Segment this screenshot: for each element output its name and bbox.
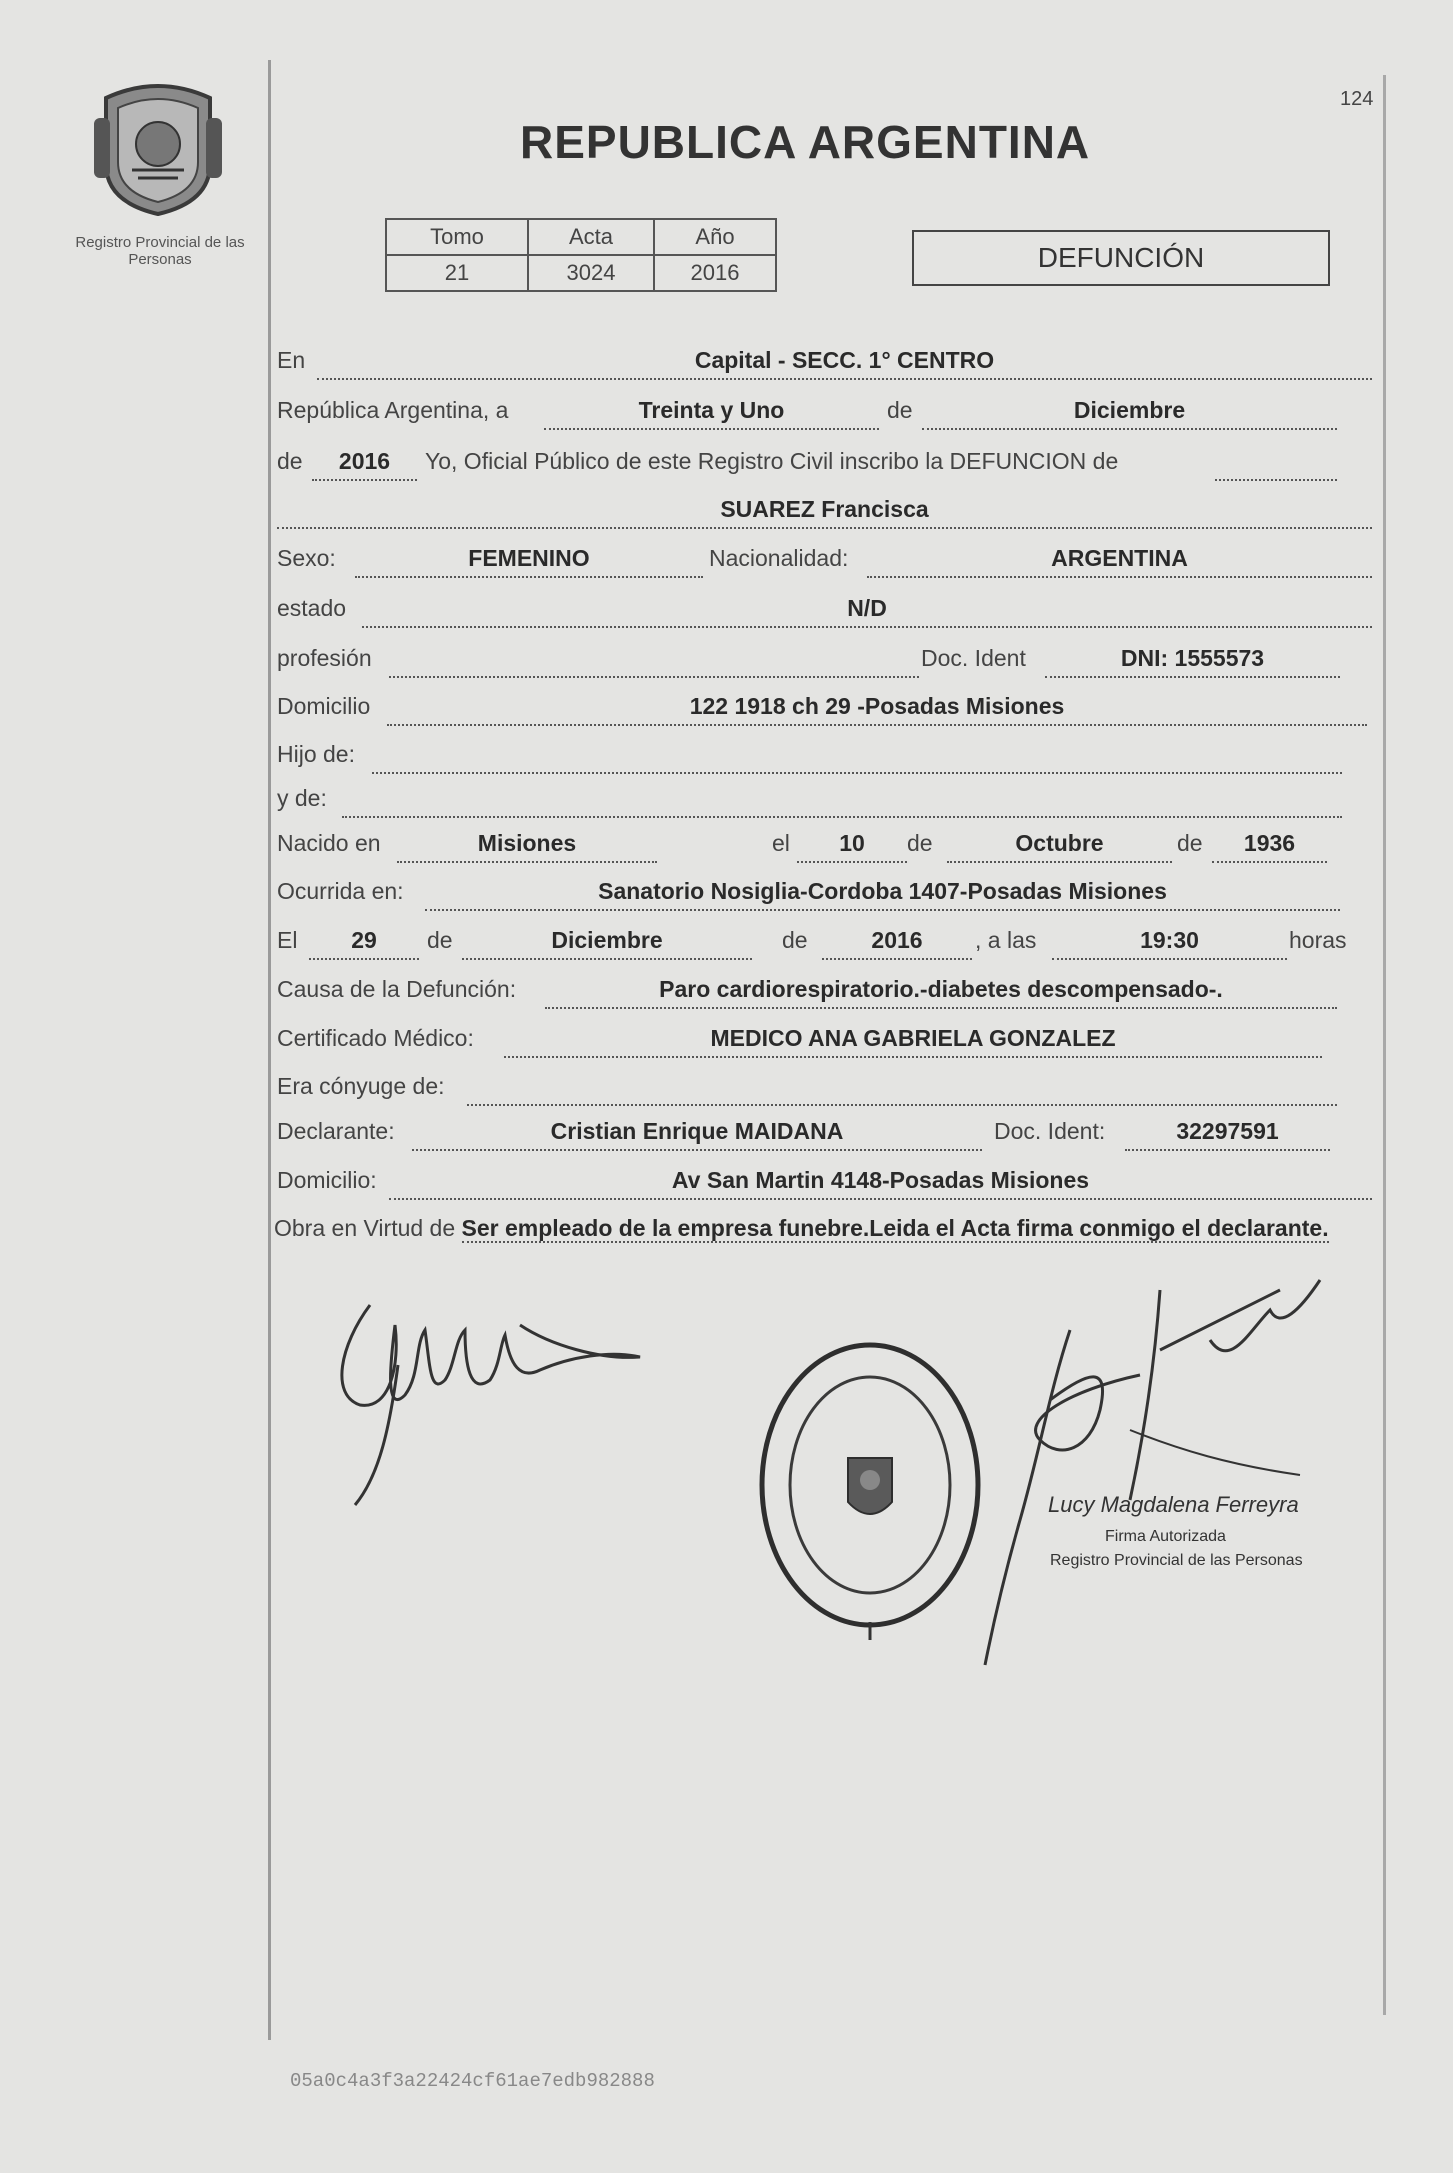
row-conyuge <box>277 1068 1377 1108</box>
obra-paragraph <box>274 1210 1356 1246</box>
official-signature <box>980 1270 1360 1670</box>
sexo-value: FEMENINO <box>468 545 590 571</box>
declarante-value: Cristian Enrique MAIDANA <box>550 1118 844 1144</box>
signatory-name: Lucy Magdalena Ferreyra <box>1048 1492 1299 1517</box>
day-words: Treinta y Uno <box>638 397 785 423</box>
row-sexo <box>277 540 1377 580</box>
horas-label: horas <box>1289 927 1347 953</box>
nacido-mes: Octubre <box>1015 830 1104 856</box>
left-margin-line <box>268 60 271 2040</box>
certificado-value: MEDICO ANA GABRIELA GONZALEZ <box>710 1025 1116 1051</box>
de-label-1: de <box>887 397 913 423</box>
tomo-header: Tomo <box>386 219 528 255</box>
row-yde <box>277 780 1377 820</box>
year-value: 2016 <box>338 448 391 474</box>
hijo-label: Hijo de: <box>277 741 355 767</box>
estado-value: N/D <box>847 595 887 621</box>
domicilio2-value: Av San Martin 4148-Posadas Misiones <box>671 1167 1090 1193</box>
sexo-label: Sexo: <box>277 545 336 571</box>
right-margin-line <box>1383 75 1386 2015</box>
en-value: Capital - SECC. 1° CENTRO <box>694 347 995 373</box>
signatory-org: Registro Provincial de las Personas <box>1050 1552 1303 1569</box>
row-inscribo <box>277 443 1377 483</box>
obra-value: Ser empleado de la empresa funebre.Leida el Acta firma conmigo el declarante. <box>461 1215 1329 1241</box>
row-nombre <box>277 491 1377 531</box>
row-fecha-muerte <box>277 922 1377 962</box>
nacionalidad-value: ARGENTINA <box>1051 545 1188 571</box>
el-label-2: El <box>277 927 298 953</box>
el-label: el <box>772 830 790 856</box>
nacionalidad-label: Nacionalidad: <box>709 545 849 571</box>
yde-label: y de: <box>277 785 327 811</box>
domicilio-label: Domicilio <box>277 693 371 719</box>
signatory-role: Firma Autorizada <box>1105 1528 1226 1545</box>
obra-label: Obra en Virtud de <box>274 1215 456 1241</box>
domicilio2-label: Domicilio: <box>277 1167 377 1193</box>
document-title: REPUBLICA ARGENTINA <box>520 116 1091 168</box>
de-label-2: de <box>277 448 303 474</box>
conyuge-label: Era cónyuge de: <box>277 1073 445 1099</box>
nacido-label: Nacido en <box>277 830 381 856</box>
de-label-5: de <box>427 927 453 953</box>
anio-header: Año <box>654 219 776 255</box>
certificado-label: Certificado Médico: <box>277 1025 474 1051</box>
row-estado <box>277 590 1377 630</box>
en-label: En <box>277 347 306 373</box>
province-shield-logo <box>92 78 224 218</box>
row-domicilio <box>277 688 1377 728</box>
row-profesion <box>277 640 1377 680</box>
ocurrida-value: Sanatorio Nosiglia-Cordoba 1407-Posadas Misiones <box>598 878 1167 904</box>
official-seal <box>750 1330 990 1650</box>
doc2-value: 32297591 <box>1176 1118 1279 1144</box>
inscribo-dots <box>1215 443 1337 481</box>
record-type-box: DEFUNCIÓN <box>912 230 1330 286</box>
record-table <box>385 218 777 292</box>
de-label-4: de <box>1177 830 1203 856</box>
inscribo-text: Yo, Oficial Público de este Registro Civil inscribo la DEFUNCION de <box>425 448 1119 474</box>
tomo-value: 21 <box>386 255 528 291</box>
anio-value: 2016 <box>654 255 776 291</box>
nacido-dia: 10 <box>839 830 865 856</box>
causa-label: Causa de la Defunción: <box>277 976 517 1002</box>
acta-header: Acta <box>528 219 654 255</box>
estado-label: estado <box>277 595 347 621</box>
row-ocurrida <box>277 873 1377 913</box>
acta-value: 3024 <box>528 255 654 291</box>
profesion-dots <box>389 640 919 678</box>
row-domicilio2 <box>277 1162 1377 1202</box>
page-number: 124 <box>1340 88 1374 110</box>
republica-label: República Argentina, a <box>277 397 509 423</box>
row-declarante <box>277 1113 1377 1153</box>
muerte-mes: Diciembre <box>551 927 663 953</box>
muerte-hora: 19:30 <box>1140 927 1199 953</box>
domicilio-value: 122 1918 ch 29 -Posadas Misiones <box>689 693 1065 719</box>
month-value: Diciembre <box>1073 397 1186 423</box>
declarant-signature <box>340 1285 660 1515</box>
logo-caption: Registro Provincial de las Personas <box>75 234 245 268</box>
row-hijo <box>277 736 1377 776</box>
row-fecha <box>277 392 1377 432</box>
hijo-dots <box>372 736 1342 774</box>
alas-label: , a las <box>975 927 1037 953</box>
muerte-anio: 2016 <box>871 927 923 953</box>
de-label-3: de <box>907 830 933 856</box>
yde-dots <box>342 780 1342 818</box>
document-hash: 05a0c4a3f3a22424cf61ae7edb982888 <box>290 2070 655 2092</box>
conyuge-dots <box>467 1068 1337 1106</box>
muerte-dia: 29 <box>351 927 377 953</box>
doc-label: Doc. Ident <box>921 645 1026 671</box>
ocurrida-label: Ocurrida en: <box>277 878 404 904</box>
row-certificado <box>277 1020 1377 1060</box>
deceased-name: SUAREZ Francisca <box>720 496 929 522</box>
de-label-6: de <box>782 927 808 953</box>
causa-value: Paro cardiorespiratorio.-diabetes descompensado-. <box>659 976 1223 1002</box>
row-causa <box>277 971 1377 1011</box>
profesion-label: profesión <box>277 645 372 671</box>
nacido-lugar: Misiones <box>477 830 577 856</box>
row-en <box>277 342 1377 382</box>
doc-value: DNI: 1555573 <box>1120 645 1265 671</box>
nacido-anio: 1936 <box>1243 830 1296 856</box>
row-nacido <box>277 825 1377 865</box>
declarante-label: Declarante: <box>277 1118 395 1144</box>
doc2-label: Doc. Ident: <box>994 1118 1106 1144</box>
